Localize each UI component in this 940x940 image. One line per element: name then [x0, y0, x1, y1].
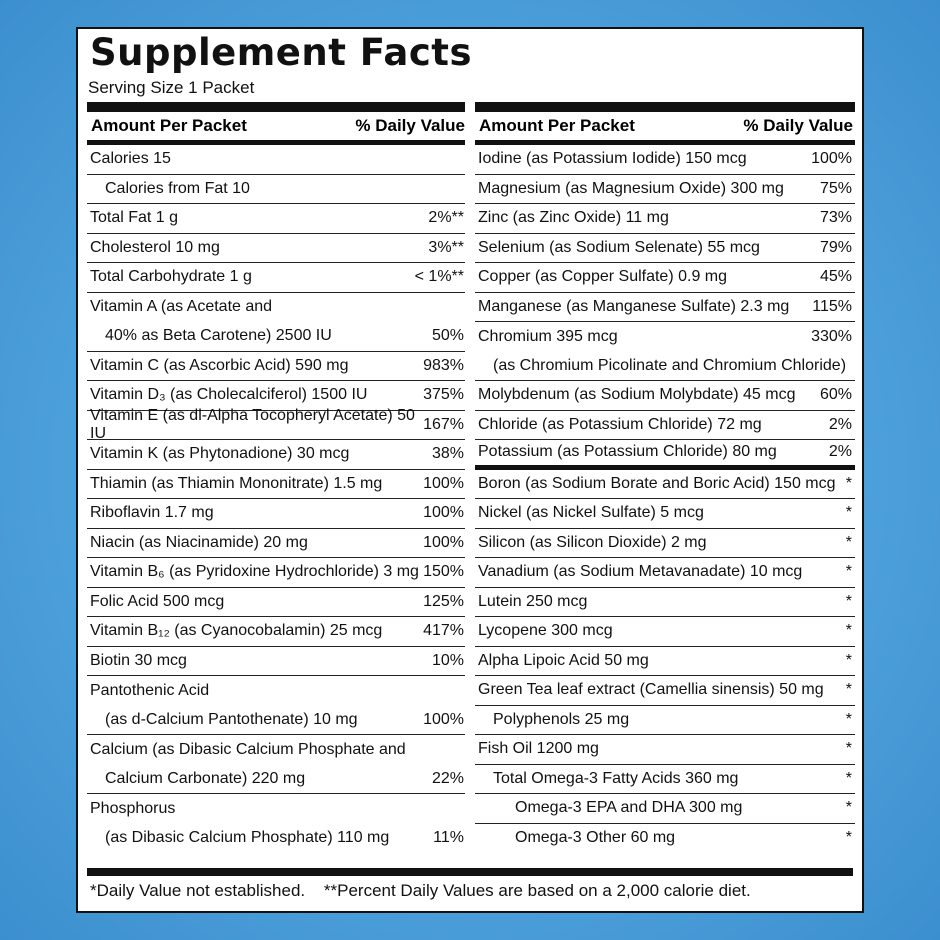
daily-value: * — [845, 504, 852, 522]
nutrient-name: Green Tea leaf extract (Camellia sinensis) 50 mg — [478, 681, 824, 699]
daily-value: 2% — [828, 443, 852, 461]
daily-value: 417% — [423, 622, 464, 640]
nutrient-name: Calories from Fat 10 — [105, 179, 250, 197]
nutrient-name: Copper (as Copper Sulfate) 0.9 mg — [478, 268, 728, 286]
nutrient-name: Calcium Carbonate) 220 mg — [105, 769, 306, 787]
nutrient-row — [87, 558, 467, 588]
daily-value: 73% — [819, 209, 852, 227]
nutrient-name: Vitamin A (as Acetate and — [90, 298, 273, 316]
daily-value: * — [845, 563, 852, 581]
nutrient-name: Selenium (as Sodium Selenate) 55 mcg — [478, 238, 760, 256]
daily-value: 983% — [423, 356, 464, 374]
nutrient-name: Vitamin E (as dl-Alpha Tocopheryl Acetate) 50 IU — [90, 406, 415, 442]
right-column — [475, 102, 855, 853]
nutrient-name: Riboflavin 1.7 mg — [90, 504, 214, 522]
daily-value-header: % Daily Value — [355, 116, 465, 135]
nutrient-name: Niacin (as Niacinamide) 20 mg — [90, 533, 308, 551]
nutrient-name: Vitamin D₃ (as Cholecalciferol) 1500 IU — [90, 386, 368, 404]
nutrient-name: Phosphorus — [90, 799, 176, 817]
daily-value: 3%** — [428, 238, 464, 256]
nutrient-name: Biotin 30 mcg — [90, 651, 187, 669]
daily-value: 115% — [812, 297, 852, 315]
daily-value: 45% — [819, 268, 852, 286]
nutrient-row — [87, 204, 467, 234]
daily-value: 330% — [811, 327, 852, 345]
nutrient-row — [475, 765, 855, 795]
daily-value: 10% — [431, 651, 464, 669]
nutrient-row — [475, 617, 855, 647]
daily-value: 125% — [423, 592, 464, 610]
daily-value: < 1%** — [414, 268, 464, 286]
nutrient-row — [87, 234, 467, 264]
daily-value: 100% — [811, 150, 852, 168]
amount-header: Amount Per Packet — [479, 116, 635, 135]
panel-title: Supplement Facts — [90, 31, 473, 74]
daily-value: * — [845, 651, 852, 669]
nutrient-row — [475, 647, 855, 677]
right-column-header — [475, 112, 855, 145]
nutrient-row — [87, 293, 467, 323]
footer-rule — [87, 868, 853, 876]
column-divider — [465, 102, 475, 868]
nutrient-name: Nickel (as Nickel Sulfate) 5 mcg — [478, 504, 704, 522]
daily-value: 75% — [819, 179, 852, 197]
daily-value: 100% — [423, 474, 464, 492]
nutrient-name: Cholesterol 10 mg — [90, 238, 220, 256]
nutrient-name: Vitamin C (as Ascorbic Acid) 590 mg — [90, 356, 349, 374]
daily-value: * — [845, 710, 852, 728]
nutrient-row — [475, 706, 855, 736]
nutrient-name: Pantothenic Acid — [90, 681, 210, 699]
nutrient-row — [475, 322, 855, 352]
daily-value: 22% — [431, 769, 464, 787]
nutrient-name: Total Carbohydrate 1 g — [90, 268, 252, 286]
daily-value: 79% — [819, 238, 852, 256]
nutrient-row — [475, 676, 855, 706]
nutrient-row — [87, 322, 467, 352]
nutrient-row — [475, 735, 855, 765]
nutrient-name: (as Dibasic Calcium Phosphate) 110 mg — [105, 829, 390, 847]
daily-value: 375% — [423, 386, 464, 404]
daily-value: 60% — [819, 386, 852, 404]
nutrient-row — [87, 263, 467, 293]
nutrient-row — [87, 470, 467, 500]
nutrient-name: (as d-Calcium Pantothenate) 10 mg — [105, 710, 358, 728]
nutrient-row — [475, 293, 855, 323]
nutrient-name: Polyphenols 25 mg — [493, 710, 630, 728]
nutrient-row — [87, 175, 467, 205]
nutrient-row — [87, 765, 467, 795]
nutrient-row — [475, 234, 855, 264]
daily-value: * — [845, 740, 852, 758]
nutrient-name: Lutein 250 mcg — [478, 592, 588, 610]
amount-header: Amount Per Packet — [91, 116, 247, 135]
daily-value: 100% — [423, 710, 464, 728]
supplement-facts-panel — [76, 27, 864, 913]
nutrient-name: Manganese (as Manganese Sulfate) 2.3 mg — [478, 297, 790, 315]
nutrient-name: Total Fat 1 g — [90, 209, 179, 227]
nutrient-name: Iodine (as Potassium Iodide) 150 mcg — [478, 150, 747, 168]
nutrient-row — [475, 440, 855, 470]
nutrient-row — [475, 558, 855, 588]
nutrient-name: Zinc (as Zinc Oxide) 11 mg — [478, 209, 669, 227]
nutrient-name: Omega-3 EPA and DHA 300 mg — [515, 799, 743, 817]
footer-note-daily-value: *Daily Value not established. — [90, 881, 306, 900]
nutrient-row — [475, 470, 855, 500]
nutrient-row — [475, 381, 855, 411]
nutrient-name: Magnesium (as Magnesium Oxide) 300 mg — [478, 179, 784, 197]
left-column-header — [87, 112, 467, 145]
nutrient-row — [87, 440, 467, 470]
daily-value: * — [845, 769, 852, 787]
nutrient-name: Vitamin B₆ (as Pyridoxine Hydrochloride) 3 mg — [90, 563, 419, 581]
daily-value: * — [845, 799, 852, 817]
nutrient-row — [475, 175, 855, 205]
nutrient-name: Chloride (as Potassium Chloride) 72 mg — [478, 415, 762, 433]
nutrient-name: Vanadium (as Sodium Metavanadate) 10 mcg — [478, 563, 803, 581]
nutrient-row — [87, 794, 467, 824]
nutrient-name: Silicon (as Silicon Dioxide) 2 mg — [478, 533, 707, 551]
serving-size: Serving Size 1 Packet — [88, 78, 255, 97]
nutrient-name: Omega-3 Other 60 mg — [515, 829, 676, 847]
nutrient-name: Calories 15 — [90, 150, 171, 168]
nutrient-row — [87, 529, 467, 559]
nutrient-row — [475, 588, 855, 618]
daily-value: * — [845, 592, 852, 610]
nutrient-row — [87, 617, 467, 647]
nutrient-row — [475, 204, 855, 234]
nutrient-name: Boron (as Sodium Borate and Boric Acid) 150 mcg — [478, 474, 836, 492]
left-column — [87, 102, 467, 853]
nutrient-row — [475, 263, 855, 293]
nutrient-row — [475, 794, 855, 824]
nutrient-name: Fish Oil 1200 mg — [478, 740, 599, 758]
nutrient-row — [87, 735, 467, 765]
nutrient-name: Vitamin B₁₂ (as Cyanocobalamin) 25 mcg — [90, 622, 383, 640]
nutrient-name: Total Omega-3 Fatty Acids 360 mg — [493, 769, 739, 787]
nutrient-name: Thiamin (as Thiamin Mononitrate) 1.5 mg — [90, 474, 383, 492]
nutrient-name: (as Chromium Picolinate and Chromium Chloride) — [493, 356, 847, 374]
nutrient-row — [475, 824, 855, 854]
daily-value: * — [845, 829, 852, 847]
nutrient-row — [87, 145, 467, 175]
daily-value: 100% — [423, 504, 464, 522]
nutrient-name: Lycopene 300 mcg — [478, 622, 613, 640]
daily-value: * — [845, 681, 852, 699]
nutrient-row — [475, 411, 855, 441]
nutrient-name: Folic Acid 500 mcg — [90, 592, 225, 610]
nutrient-row — [475, 529, 855, 559]
daily-value: * — [845, 474, 852, 492]
nutrient-name: Chromium 395 mcg — [478, 327, 618, 345]
daily-value: * — [845, 622, 852, 640]
footer-note-percent: **Percent Daily Values are based on a 2,000 calorie diet. — [323, 881, 751, 900]
nutrient-row — [475, 145, 855, 175]
daily-value: * — [845, 533, 852, 551]
nutrient-row — [475, 499, 855, 529]
daily-value: 150% — [423, 563, 464, 581]
daily-value: 100% — [423, 533, 464, 551]
daily-value: 167% — [423, 415, 464, 433]
nutrient-row — [87, 352, 467, 382]
nutrient-row — [87, 647, 467, 677]
daily-value-header: % Daily Value — [743, 116, 853, 135]
nutrient-row — [87, 706, 467, 736]
nutrient-row — [87, 499, 467, 529]
daily-value: 38% — [431, 445, 464, 463]
nutrient-row — [87, 824, 467, 854]
nutrient-row — [87, 406, 467, 442]
nutrient-name: 40% as Beta Carotene) 2500 IU — [105, 327, 332, 345]
nutrient-row — [87, 676, 467, 706]
daily-value: 11% — [433, 829, 464, 847]
nutrient-name: Molybdenum (as Sodium Molybdate) 45 mcg — [478, 386, 796, 404]
nutrient-name: Vitamin K (as Phytonadione) 30 mcg — [90, 445, 350, 463]
daily-value: 2% — [828, 415, 852, 433]
nutrient-name: Calcium (as Dibasic Calcium Phosphate and — [90, 740, 406, 758]
daily-value: 50% — [431, 327, 464, 345]
nutrient-row — [475, 352, 855, 382]
nutrient-row — [87, 588, 467, 618]
daily-value: 2%** — [428, 209, 464, 227]
nutrient-name: Alpha Lipoic Acid 50 mg — [478, 651, 649, 669]
nutrient-name: Potassium (as Potassium Chloride) 80 mg — [478, 443, 777, 461]
footer-notes — [90, 881, 751, 901]
